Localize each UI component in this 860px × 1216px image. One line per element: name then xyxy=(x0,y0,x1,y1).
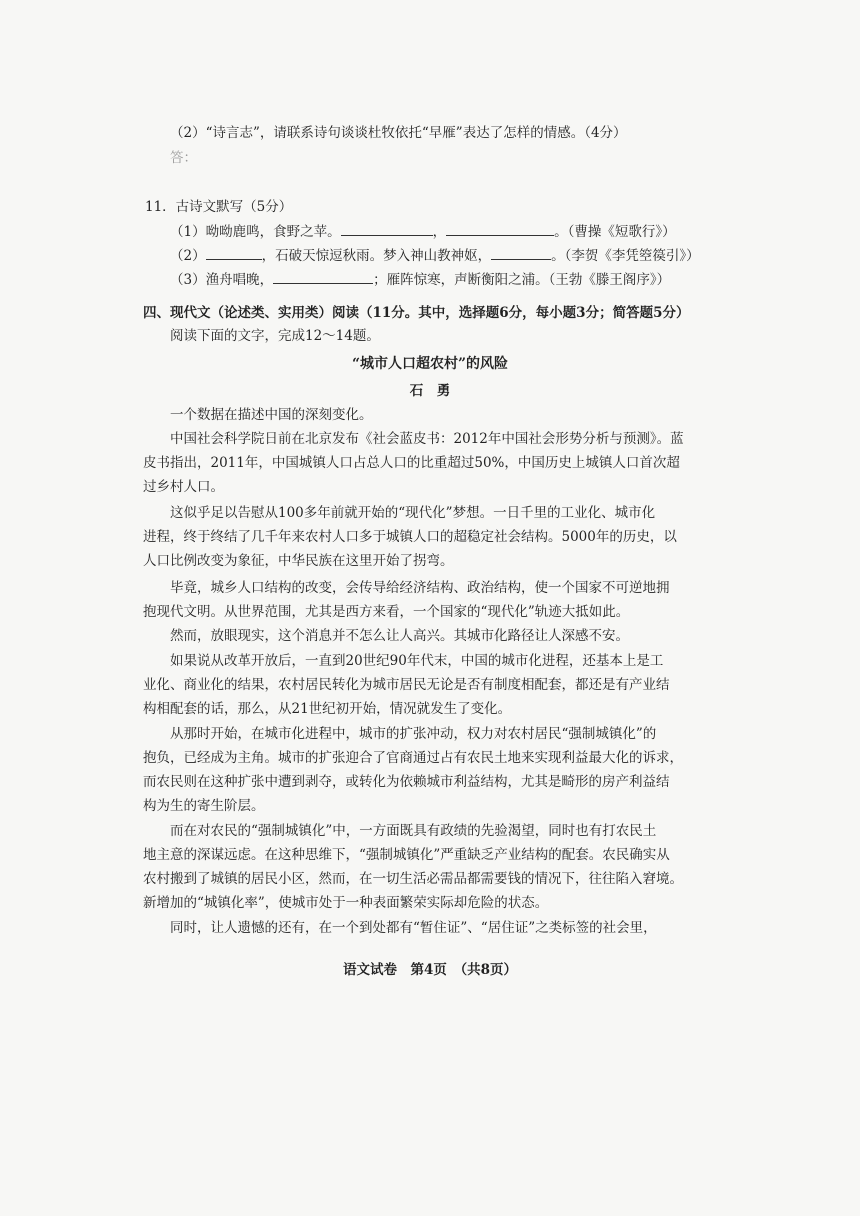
article-line: 构相配套的话，那么，从21世纪初开始，情况就发生了变化。 xyxy=(143,701,512,717)
answer-label: 答： xyxy=(170,150,197,166)
recitation-line-1-source: 。（曹操《短歌行》） xyxy=(554,224,676,240)
article-line: 抱负，已经成为主角。城市的扩张迎合了官商通过占有农民土地来实现利益最大化的诉求， xyxy=(143,750,683,766)
recitation-line-1-text: （1）呦呦鹿鸣，食野之苹。 xyxy=(170,224,341,240)
page-footer: 语文试卷 第4页 （共8页） xyxy=(342,962,518,978)
section-4-heading: 四、现代文（论述类、实用类）阅读（11分。其中，选择题6分，每小题3分；简答题5分） xyxy=(143,305,690,321)
article-line: 然而，放眼现实，这个消息并不怎么让人高兴。其城市化路径让人深感不安。 xyxy=(170,628,629,644)
article-title: “城市人口超农村”的风险 xyxy=(351,356,509,372)
recitation-line-3 xyxy=(170,271,670,288)
recitation-line-2-text: ，石破天惊逗秋雨。梦入神山教神妪， xyxy=(261,248,492,264)
article-line: 中国社会科学院日前在北京发布《社会蓝皮书：2012年中国社会形势分析与预测》。蓝 xyxy=(170,431,684,447)
article-line: 新增加的“城镇化率”，使城市处于一种表面繁荣实际却危险的状态。 xyxy=(143,895,549,911)
article-paragraph-1: 一个数据在描述中国的深刻变化。 xyxy=(170,407,373,423)
reading-instruction: 阅读下面的文字，完成12～14题。 xyxy=(170,328,380,344)
recitation-line-2-number: （2） xyxy=(170,248,206,264)
article-line: 业化、商业化的结果，农村居民转化为城市居民无论是否有制度相配套，都还是有产业结 xyxy=(143,677,670,693)
article-line: 人口比例改变为象征，中华民族在这里开始了拐弯。 xyxy=(143,553,454,569)
article-author: 石 勇 xyxy=(409,383,451,399)
article-line: 抱现代文明。从世界范围，尤其是西方来看，一个国家的“现代化”轨迹大抵如此。 xyxy=(143,604,630,620)
article-line: 而在对农民的“强制城镇化”中，一方面既具有政绩的先验渴望，同时也有打农民土 xyxy=(170,823,657,839)
article-line: 从那时开始，在城市化进程中，城市的扩张冲动，权力对农村居民“强制城镇化”的 xyxy=(170,726,657,742)
recitation-line-3-source: ；雁阵惊寒，声断衡阳之浦。（王勃《滕王阁序》） xyxy=(373,272,671,288)
article-line: 毕竟，城乡人口结构的改变，会传导给经济结构、政治结构，使一个国家不可逆地拥 xyxy=(170,580,670,596)
recitation-line-1-comma: ， xyxy=(432,224,447,240)
article-line: 地主意的深谋远虑。在这种思维下，“强制城镇化”严重缺乏产业结构的配套。农民确实从 xyxy=(143,847,670,863)
recitation-line-1 xyxy=(170,223,676,240)
question-11-heading: 11．古诗文默写（5分） xyxy=(145,199,293,215)
article-line: 农村搬到了城镇的居民小区，然而，在一切生活必需品都需要钱的情况下，往往陷入窘境。 xyxy=(143,871,683,887)
article-line: 如果说从改革开放后，一直到20世纪90年代末，中国的城市化进程，还基本上是工 xyxy=(170,653,664,669)
recitation-line-2 xyxy=(170,247,700,264)
article-line: 而农民则在这种扩张中遭到剥夺，或转化为依赖城市利益结构，尤其是畸形的房产利益结 xyxy=(143,774,670,790)
recitation-line-3-text: （3）渔舟唱晚， xyxy=(170,272,274,288)
article-line: 皮书指出，2011年，中国城镇人口占总人口的比重超过50%，中国历史上城镇人口首次超 xyxy=(143,455,680,471)
article-line: 过乡村人口。 xyxy=(143,479,224,495)
answer-blank[interactable] xyxy=(446,223,554,236)
answer-blank[interactable] xyxy=(273,271,373,284)
recitation-line-2-source: 。（李贺《李凭箜篌引》） xyxy=(551,248,700,264)
article-line: 这似乎足以告慰从100多年前就开始的“现代化”梦想。一日千里的工业化、城市化 xyxy=(170,505,656,521)
answer-blank[interactable] xyxy=(206,247,262,260)
article-line: 进程，终于终结了几千年来农村人口多于城镇人口的超稳定社会结构。5000年的历史，以 xyxy=(143,529,677,545)
article-line: 构为生的寄生阶层。 xyxy=(143,798,265,814)
answer-blank[interactable] xyxy=(341,223,433,236)
article-line: 同时，让人遗憾的还有，在一个到处都有“暂住证”、“居住证”之类标签的社会里， xyxy=(170,920,657,936)
answer-blank[interactable] xyxy=(491,247,551,260)
question-10-2: （2）“诗言志”，请联系诗句谈谈杜牧依托“早雁”表达了怎样的情感。（4分） xyxy=(170,125,627,141)
